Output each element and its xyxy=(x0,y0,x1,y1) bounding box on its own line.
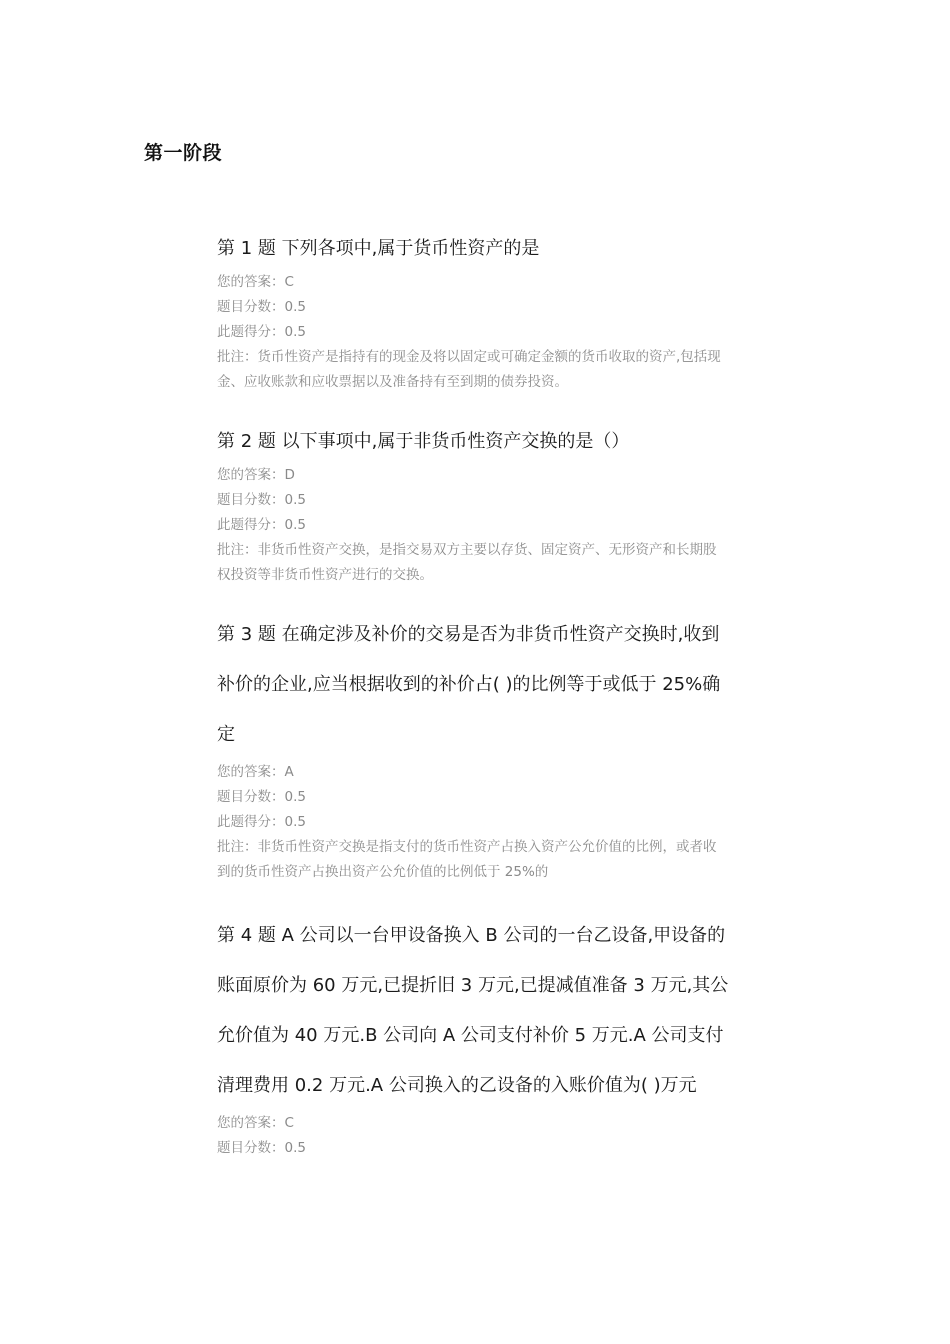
score-label: 题目分数： xyxy=(217,1140,285,1156)
question-3-got xyxy=(217,810,737,835)
score-value: 0.5 xyxy=(284,1140,306,1156)
got-label: 此题得分： xyxy=(217,324,285,340)
answer-label: 您的答案： xyxy=(217,1115,285,1131)
note-label: 批注： xyxy=(217,542,258,558)
answer-value: C xyxy=(284,1115,294,1131)
question-2-got xyxy=(217,513,737,538)
question-1-got xyxy=(217,320,737,345)
answer-value: D xyxy=(284,467,295,483)
stage-title: 第一阶段 xyxy=(144,142,223,164)
score-value: 0.5 xyxy=(284,492,306,508)
answer-value: C xyxy=(284,274,294,290)
question-2 xyxy=(217,425,737,588)
question-1-note xyxy=(217,345,727,395)
question-3 xyxy=(217,610,737,885)
score-label: 题目分数： xyxy=(217,299,285,315)
note-text: 非货币性资产交换，是指交易双方主要以存货、固定资产、无形资产和长期股权投资等非货币性资产进行的交换。 xyxy=(217,542,717,583)
question-2-score xyxy=(217,488,737,513)
answer-label: 您的答案： xyxy=(217,764,285,780)
question-list xyxy=(217,232,737,1161)
got-value: 0.5 xyxy=(284,814,306,830)
question-1-title: 第 1 题 下列各项中,属于货币性资产的是 xyxy=(217,238,540,259)
score-value: 0.5 xyxy=(284,789,306,805)
question-3-title: 第 3 题 在确定涉及补价的交易是否为非货币性资产交换时,收到补价的企业,应当根据收到的补价占( )的比例等于或低于 25%确定 xyxy=(217,624,721,745)
question-2-answer xyxy=(217,463,737,488)
got-label: 此题得分： xyxy=(217,517,285,533)
question-2-note xyxy=(217,538,727,588)
score-label: 题目分数： xyxy=(217,492,285,508)
got-label: 此题得分： xyxy=(217,814,285,830)
answer-value: A xyxy=(284,764,294,780)
question-1-answer xyxy=(217,270,737,295)
answer-label: 您的答案： xyxy=(217,467,285,483)
score-value: 0.5 xyxy=(284,299,306,315)
question-1 xyxy=(217,232,737,395)
question-4-score xyxy=(217,1136,737,1161)
got-value: 0.5 xyxy=(284,324,306,340)
question-3-score xyxy=(217,785,737,810)
note-label: 批注： xyxy=(217,839,258,855)
question-3-answer xyxy=(217,760,737,785)
question-3-note xyxy=(217,835,727,885)
question-1-score xyxy=(217,295,737,320)
note-text: 非货币性资产交换是指支付的货币性资产占换入资产公允价值的比例，或者收到的货币性资产占换出资产公允价值的比例低于 25%的 xyxy=(217,839,717,880)
got-value: 0.5 xyxy=(284,517,306,533)
question-4-answer xyxy=(217,1111,737,1136)
question-4-title: 第 4 题 A 公司以一台甲设备换入 B 公司的一台乙设备,甲设备的账面原价为 60 万元,已提折旧 3 万元,已提减值准备 3 万元,其公允价值为 40 万元.B 公司向 A 公司支付补价 5 万元.A 公司支付清理费用 0.2 万元.A 公司换入的乙设备的入账价值为( )万元 xyxy=(217,925,729,1096)
answer-label: 您的答案： xyxy=(217,274,285,290)
question-4 xyxy=(217,911,737,1161)
score-label: 题目分数： xyxy=(217,789,285,805)
note-label: 批注： xyxy=(217,349,258,365)
question-2-title: 第 2 题 以下事项中,属于非货币性资产交换的是（） xyxy=(217,431,630,452)
note-text: 货币性资产是指持有的现金及将以固定或可确定金额的货币收取的资产,包括现金、应收账款和应收票据以及准备持有至到期的债券投资。 xyxy=(217,349,721,390)
